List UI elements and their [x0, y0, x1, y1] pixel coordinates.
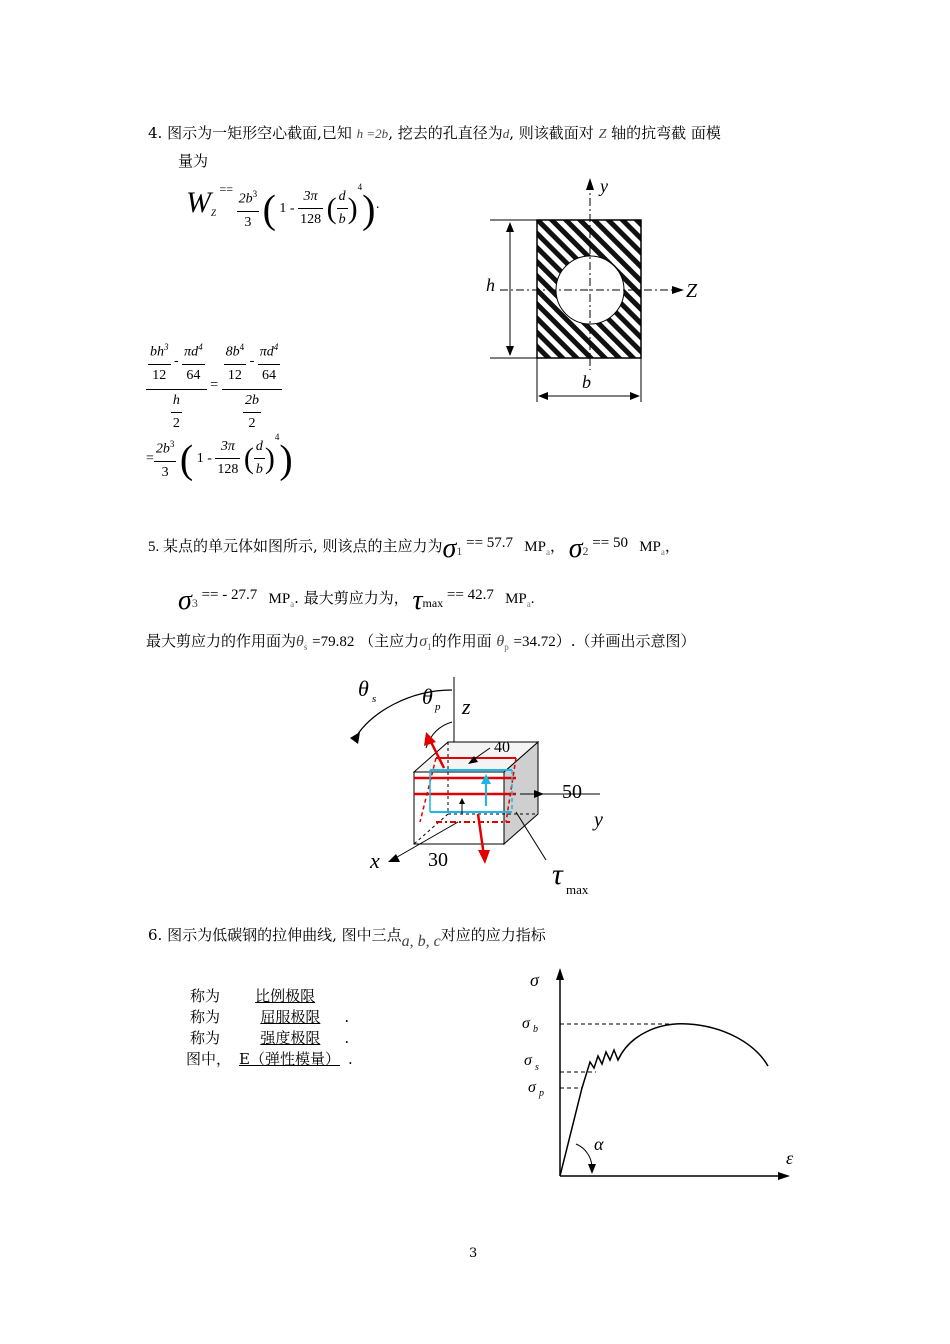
q5-text-a: 某点的单元体如图所示, 则该点的主应力为 [163, 537, 443, 555]
q4-2b-den: 2 [248, 415, 256, 431]
q4-big-frac-left [146, 336, 207, 435]
q4-derivation-2: = $\frac{2b^3}{3}$ ( 1 - $\frac{3\pi}{128}$ ( $\frac{d}{b}$ )$^4$) [146, 432, 293, 484]
q4-2a: 2 [172, 415, 180, 431]
q5-sep-2: ， [664, 539, 680, 555]
q5-sep-1: ， [549, 539, 565, 555]
q6-row4-ans: E（弹性模量） [239, 1050, 340, 1068]
q6-row3-post: . [344, 1029, 350, 1047]
q4-r-num: 2b [155, 442, 170, 458]
q5-s3: σ [178, 585, 192, 616]
q5-tau: τ [412, 585, 423, 616]
q5-theta-s: θ [296, 633, 304, 650]
q4-pow: 4 [357, 182, 363, 192]
q4-frac-bh3: $\frac{bh^3}{12}$ [148, 336, 171, 387]
q5-s1-sub: 1 [456, 544, 463, 558]
alpha-arrow-icon [588, 1164, 596, 1174]
q5-unit-1: MP [524, 539, 546, 555]
red-arrow-up-icon [424, 732, 436, 746]
q6-stress-strain-figure [510, 962, 810, 1182]
q5-theta-p: θ [496, 633, 505, 650]
q5-unit-sub-1: a [545, 547, 550, 557]
q5-v3: == - 27.7 [201, 587, 258, 603]
q6-row3-pre: 称为 [190, 1029, 221, 1047]
fig-z-label: Z [686, 280, 698, 302]
q5-vt: == 42.7 [446, 587, 494, 603]
fig-sp-sub: p [539, 1088, 544, 1099]
fig-theta-s-sub: s [372, 693, 377, 705]
fig-eps: ε [786, 1148, 794, 1168]
q4-r-3pi: 3π [215, 436, 240, 459]
q4-num: 2b [238, 192, 253, 208]
q5-end: . [530, 591, 535, 607]
fig-theta-p: θ [422, 684, 433, 709]
q4-frac-3pi [298, 186, 323, 231]
q4-r-pow: 4 [274, 432, 280, 442]
q5-line3-d: ）.（并画出示意图） [555, 632, 696, 650]
q6-row1-ans: 比例极限 [255, 987, 316, 1005]
q6-number: 6. [148, 926, 163, 944]
fig-sigma: σ [530, 970, 539, 990]
q4-bh: bh [150, 344, 164, 360]
q6-row-4 [186, 1049, 353, 1070]
fig-h-label: h [486, 275, 495, 295]
q4-derivation-1 [146, 336, 282, 435]
q5-v1: == 57.7 [466, 535, 514, 551]
q4-big-frac-right [222, 336, 283, 435]
q5-unit-sub-4: a [526, 599, 531, 609]
q5-s2: σ [568, 533, 583, 564]
q4-axis: Z [598, 127, 607, 142]
q4-12b: 12 [227, 367, 242, 383]
fig-sb: σ [522, 1015, 530, 1032]
q5-line3-a: 最大剪应力的作用面为 [146, 632, 297, 650]
q4-section-figure [470, 170, 710, 410]
fig-tau-sub: max [566, 882, 589, 897]
fig-tau: τ [552, 858, 563, 891]
b-arrow-right-icon [630, 392, 640, 400]
q4-text-a: 图示为一矩形空心截面,已知 [167, 124, 352, 142]
q4-frac-db [337, 186, 348, 231]
fig-sb-sub: b [533, 1024, 538, 1035]
q4-r-frac: $\frac{2b^3}{3}$ [154, 433, 177, 484]
fig-sp: σ [528, 1079, 536, 1096]
q4-db: b [338, 212, 346, 228]
fig-y: y [594, 809, 603, 831]
q4-result-eq: = [146, 451, 154, 466]
q5-tp-sub: p [504, 642, 509, 652]
q4-12: 12 [152, 367, 167, 383]
q6-text-a: 图示为低碳钢的拉伸曲线, 图中三点 [167, 926, 402, 944]
q4-text-b: , 挖去的孔直径为 [388, 124, 503, 142]
q4-minus-1: - [174, 353, 179, 369]
q4-frac-2b3: $\frac{2b^3}{3}$ [237, 183, 260, 234]
b-arrow-left-icon [538, 392, 548, 400]
q4-r-den: 3 [161, 465, 169, 481]
q4-deriv-eq: = [210, 377, 219, 393]
y-arrow-icon [534, 790, 544, 798]
q4-h: h [171, 390, 182, 413]
q5-unit-3: MP [268, 591, 291, 607]
q6-pts: a, b, c [401, 933, 441, 950]
q5-s2-sub: 2 [582, 544, 589, 558]
q4-frac-pid4: $\frac{\pi d^4}{64}$ [182, 336, 205, 387]
q5-text-b: . 最大剪应力为， [294, 589, 409, 607]
fig-50: 50 [562, 781, 582, 803]
q6-line1 [148, 924, 546, 953]
q4-line2: 量为 [178, 152, 209, 170]
q4-64b: 64 [262, 367, 277, 383]
fig-alpha: α [594, 1134, 604, 1154]
q5-v2: == 50 [592, 535, 628, 551]
q4-r-one: 1 - [196, 451, 212, 466]
q4-w-sub: Z [211, 207, 217, 218]
q4-64: 64 [186, 367, 201, 383]
q4-dot: · [375, 201, 381, 216]
page-number: 3 [469, 1246, 478, 1261]
q4-num3pi: 3π [298, 186, 323, 209]
q4-dd: d [337, 186, 348, 209]
q4-8b: 8b [225, 344, 240, 360]
q4-text-c: , 则该截面对 [509, 124, 594, 142]
fig-ss-sub: s [535, 1062, 539, 1073]
q4-eq: == [219, 182, 234, 196]
q4-pid: πd [184, 344, 199, 360]
q5-line2 [178, 584, 535, 615]
q4-den: 3 [244, 215, 252, 231]
q4-d: d [502, 126, 510, 141]
q4-number: 4. [148, 124, 163, 142]
q6-row2-post: . [344, 1008, 350, 1026]
fig-theta-p-sub: p [435, 701, 441, 713]
q6-text-b: 对应的应力指标 [440, 926, 546, 944]
fig-40: 40 [494, 739, 510, 756]
fig-y-label: y [600, 176, 608, 196]
q5-line1 [148, 532, 680, 563]
q4-frac-h2 [171, 390, 182, 435]
q6-row-1 [190, 986, 353, 1007]
q5-line3-b: （主应力 [359, 632, 420, 650]
stress-strain-curve [560, 1024, 768, 1176]
eps-arrow-icon [778, 1172, 790, 1180]
q4-minus-2: - [249, 353, 255, 369]
fig-x: x [370, 848, 380, 873]
q6-row-2 [190, 1007, 353, 1028]
q6-row2-pre: 称为 [190, 1008, 221, 1026]
q6-row1-pre: 称为 [190, 987, 221, 1005]
fig-ss: σ [524, 1052, 532, 1069]
q4-r-128: 128 [217, 462, 239, 478]
q5-line3-c: 的作用面 [431, 632, 492, 650]
q5-unit-sub-3: a [290, 599, 295, 609]
q5-number: 5. [148, 539, 160, 555]
q5-s1: σ [442, 533, 457, 564]
fig-b-label: b [582, 372, 591, 392]
q4-pidb: πd [259, 344, 274, 360]
q5-ts-sub: s [303, 642, 308, 652]
h-arrow-bottom-icon [506, 346, 514, 356]
q6-row2-ans: 屈服极限 [260, 1008, 321, 1026]
fig-z: z [462, 694, 471, 719]
q5-unit-2: MP [639, 539, 661, 555]
q4-w-symbol: W [186, 186, 211, 219]
fig-theta-s: θ [358, 676, 369, 701]
x-arrow-icon [388, 854, 400, 862]
q5-s1-inline-sub: 1 [427, 642, 432, 652]
q5-element-figure [340, 672, 640, 902]
q6-answers [186, 986, 353, 1070]
q4-r-d: d [254, 436, 265, 459]
q4-frac-2b2 [243, 390, 261, 435]
q5-tau-sub: max [422, 596, 444, 610]
q4-one-minus: 1 - [279, 201, 295, 216]
q6-row4-pre: 图中， [186, 1050, 232, 1068]
q5-unit-4: MP [505, 591, 527, 607]
q4-text-d: 轴的抗弯截 面模 [611, 124, 721, 142]
q6-row3-ans: 强度极限 [260, 1029, 321, 1047]
q5-ts-val: =79.82 [312, 634, 355, 650]
q4-frac-pid4b: $\frac{\pi d^4}{64}$ [258, 336, 281, 387]
q4-r-b: b [255, 462, 263, 478]
q5-line3 [146, 630, 696, 658]
fig-30: 30 [428, 849, 448, 871]
q5-s1-inline: σ [419, 633, 428, 650]
q4-wz-formula: $W_Z$ == $\frac{2b^3}{3}$ ( 1 - $\frac{3\pi}{128}$ ( $\frac{d}{b}$ )$^4$)· [186, 182, 380, 234]
cube-front [414, 772, 504, 844]
h-arrow-top-icon [506, 222, 514, 232]
q4-r-frac-db [254, 436, 265, 481]
q6-row4-post: . [347, 1050, 353, 1068]
q5-unit-sub-2: a [660, 547, 665, 557]
theta-s-arrow-icon [350, 732, 360, 744]
q5-tp-val: =34.72 [513, 634, 556, 650]
q4-frac-8b4: $\frac{8b^4}{12}$ [224, 336, 247, 387]
q4-line1 [148, 122, 721, 146]
q5-s3-sub: 3 [191, 596, 198, 610]
z-arrow-icon [672, 286, 684, 294]
q4-2b: 2b [243, 390, 261, 413]
y-arrow-icon [586, 178, 594, 190]
q4-den128: 128 [300, 212, 322, 228]
q4-cond: h =2b [356, 126, 389, 141]
q6-row-3 [190, 1028, 353, 1049]
red-arrow-down-icon [478, 850, 490, 864]
sigma-arrow-icon [556, 968, 564, 980]
q4-r-frac-3pi [215, 436, 240, 481]
